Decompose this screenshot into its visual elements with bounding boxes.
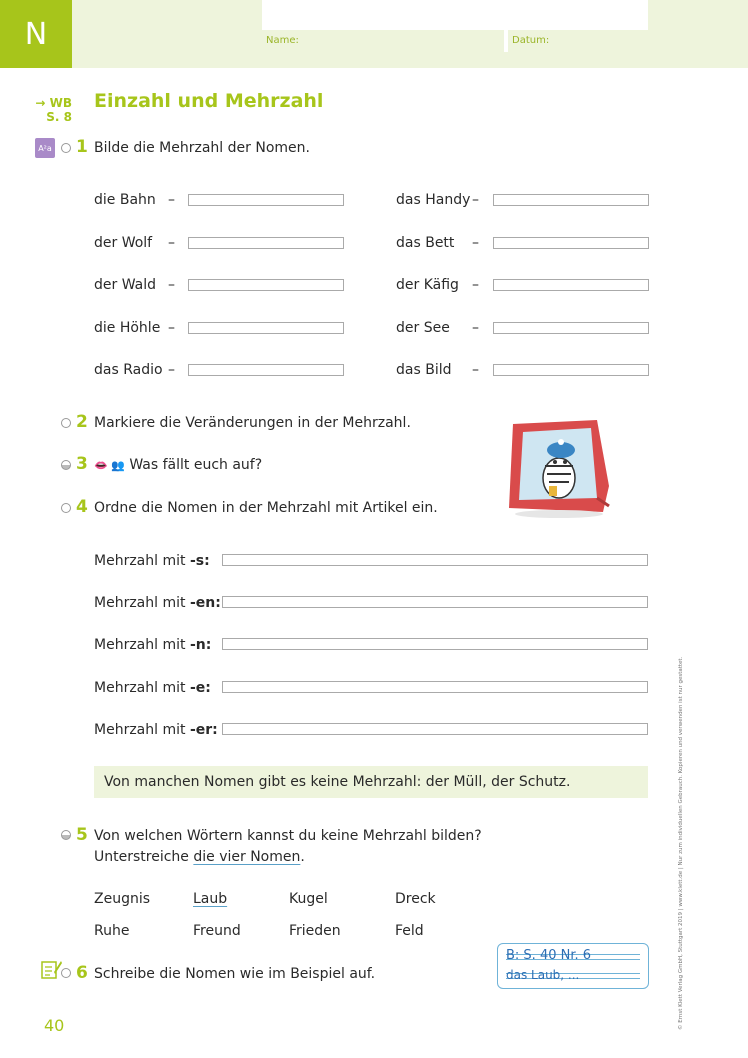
task-text: Ordne die Nomen in der Mehrzahl mit Artikel ein. — [94, 500, 438, 516]
task-text: Schreibe die Nomen wie im Beispiel auf. — [94, 966, 376, 982]
level-circle-icon — [61, 418, 71, 428]
candidate-noun[interactable]: Freund — [193, 923, 241, 939]
noun-singular: die Höhle — [94, 320, 161, 336]
task-text-part: . — [300, 849, 305, 865]
copyright-note: © Ernst Klett Verlag GmbH, Stuttgart 2019 | www.klett.de | Nur zum individuellen Gebrauch. Kopieren und verwenden ist nur gestattet. — [678, 656, 684, 1030]
answer-line[interactable] — [222, 681, 648, 693]
candidate-noun[interactable]: Dreck — [395, 891, 436, 907]
candidate-noun[interactable]: Frieden — [289, 923, 341, 939]
answer-line[interactable] — [493, 364, 649, 376]
answer-line[interactable] — [222, 596, 648, 608]
dash: – — [168, 235, 175, 251]
answer-line[interactable] — [188, 322, 344, 334]
workbook-label: → WB — [35, 96, 72, 110]
answer-line[interactable] — [188, 364, 344, 376]
underlined-phrase: die vier Nomen — [193, 849, 301, 865]
label-prefix: Mehrzahl mit — [94, 722, 190, 738]
level-half-circle-icon — [61, 830, 71, 840]
dash: – — [168, 192, 175, 208]
dash: – — [472, 192, 479, 208]
zebra-picture-frame-icon — [505, 416, 613, 520]
answer-line[interactable] — [222, 723, 648, 735]
task-text-line2 — [94, 849, 305, 865]
dash: – — [472, 362, 479, 378]
candidate-noun[interactable]: Feld — [395, 923, 424, 939]
noun-singular: der Käfig — [396, 277, 459, 293]
task-number: 4 — [76, 497, 88, 517]
example-line2: das Laub, ... — [506, 968, 580, 982]
task-number: 1 — [76, 137, 88, 157]
section-letter: N — [0, 0, 72, 68]
date-field[interactable]: Datum: — [508, 30, 648, 52]
task-number: 5 — [76, 825, 88, 845]
plural-category-label — [94, 637, 211, 653]
name-field[interactable]: Name: — [262, 30, 504, 52]
answer-line[interactable] — [222, 638, 648, 650]
noun-singular: der Wald — [94, 277, 157, 293]
answer-line[interactable] — [493, 194, 649, 206]
hint-box: Von manchen Nomen gibt es keine Mehrzahl: der Müll, der Schutz. — [94, 766, 648, 798]
answer-line[interactable] — [493, 279, 649, 291]
level-half-circle-icon — [61, 460, 71, 470]
label-suffix: -e: — [189, 680, 211, 696]
plural-category-label — [94, 553, 210, 569]
label-prefix: Mehrzahl mit — [94, 680, 190, 696]
answer-line[interactable] — [222, 554, 648, 566]
difficulty-tag: A²a — [35, 138, 55, 158]
candidate-noun[interactable]: Ruhe — [94, 923, 130, 939]
page-number: 40 — [44, 1016, 65, 1035]
dash: – — [168, 362, 175, 378]
noun-singular: die Bahn — [94, 192, 156, 208]
noun-singular: das Bild — [396, 362, 452, 378]
task-number: 6 — [76, 963, 88, 983]
task-text: Bilde die Mehrzahl der Nomen. — [94, 140, 310, 156]
dash: – — [472, 320, 479, 336]
label-suffix: -en: — [189, 595, 221, 611]
name-date-box — [262, 0, 648, 52]
answer-line[interactable] — [188, 237, 344, 249]
task-number: 3 — [76, 454, 88, 474]
task-text — [94, 457, 262, 473]
label-prefix: Mehrzahl mit — [94, 553, 190, 569]
write-pencil-icon — [40, 958, 62, 980]
plural-category-label — [94, 722, 218, 738]
candidate-noun[interactable]: Kugel — [289, 891, 328, 907]
task-text-line1: Von welchen Wörtern kannst du keine Mehrzahl bilden? — [94, 828, 482, 844]
answer-line[interactable] — [188, 279, 344, 291]
noun-singular: das Radio — [94, 362, 163, 378]
dash: – — [168, 277, 175, 293]
example-line1: B: S. 40 Nr. 6 — [506, 948, 592, 963]
noun-singular: das Bett — [396, 235, 455, 251]
level-circle-icon — [61, 968, 71, 978]
page-title: Einzahl und Mehrzahl — [94, 90, 324, 112]
speak-partner-icon: 👄 👥 — [94, 459, 125, 472]
task-number: 2 — [76, 412, 88, 432]
level-circle-icon — [61, 503, 71, 513]
plural-category-label — [94, 680, 211, 696]
candidate-noun[interactable]: Zeugnis — [94, 891, 151, 907]
answer-line[interactable] — [493, 322, 649, 334]
label-suffix: -s: — [189, 553, 210, 569]
task-text: Markiere die Veränderungen in der Mehrzahl. — [94, 415, 411, 431]
level-circle-icon — [61, 143, 71, 153]
label-prefix: Mehrzahl mit — [94, 595, 190, 611]
plural-category-label — [94, 595, 221, 611]
workbook-reference — [30, 96, 72, 124]
workbook-page: S. 8 — [46, 110, 72, 124]
answer-line[interactable] — [493, 237, 649, 249]
answer-line[interactable] — [188, 194, 344, 206]
example-box — [497, 943, 649, 989]
label-suffix: -n: — [189, 637, 212, 653]
task-text-content: Was fällt euch auf? — [129, 457, 263, 473]
label-prefix: Mehrzahl mit — [94, 637, 190, 653]
noun-singular: das Handy — [396, 192, 471, 208]
dash: – — [472, 277, 479, 293]
label-suffix: -er: — [189, 722, 218, 738]
dash: – — [472, 235, 479, 251]
candidate-noun[interactable]: Laub — [193, 891, 228, 907]
noun-singular: der See — [396, 320, 450, 336]
noun-singular: der Wolf — [94, 235, 153, 251]
task-text-part: Unterstreiche — [94, 849, 194, 865]
dash: – — [168, 320, 175, 336]
